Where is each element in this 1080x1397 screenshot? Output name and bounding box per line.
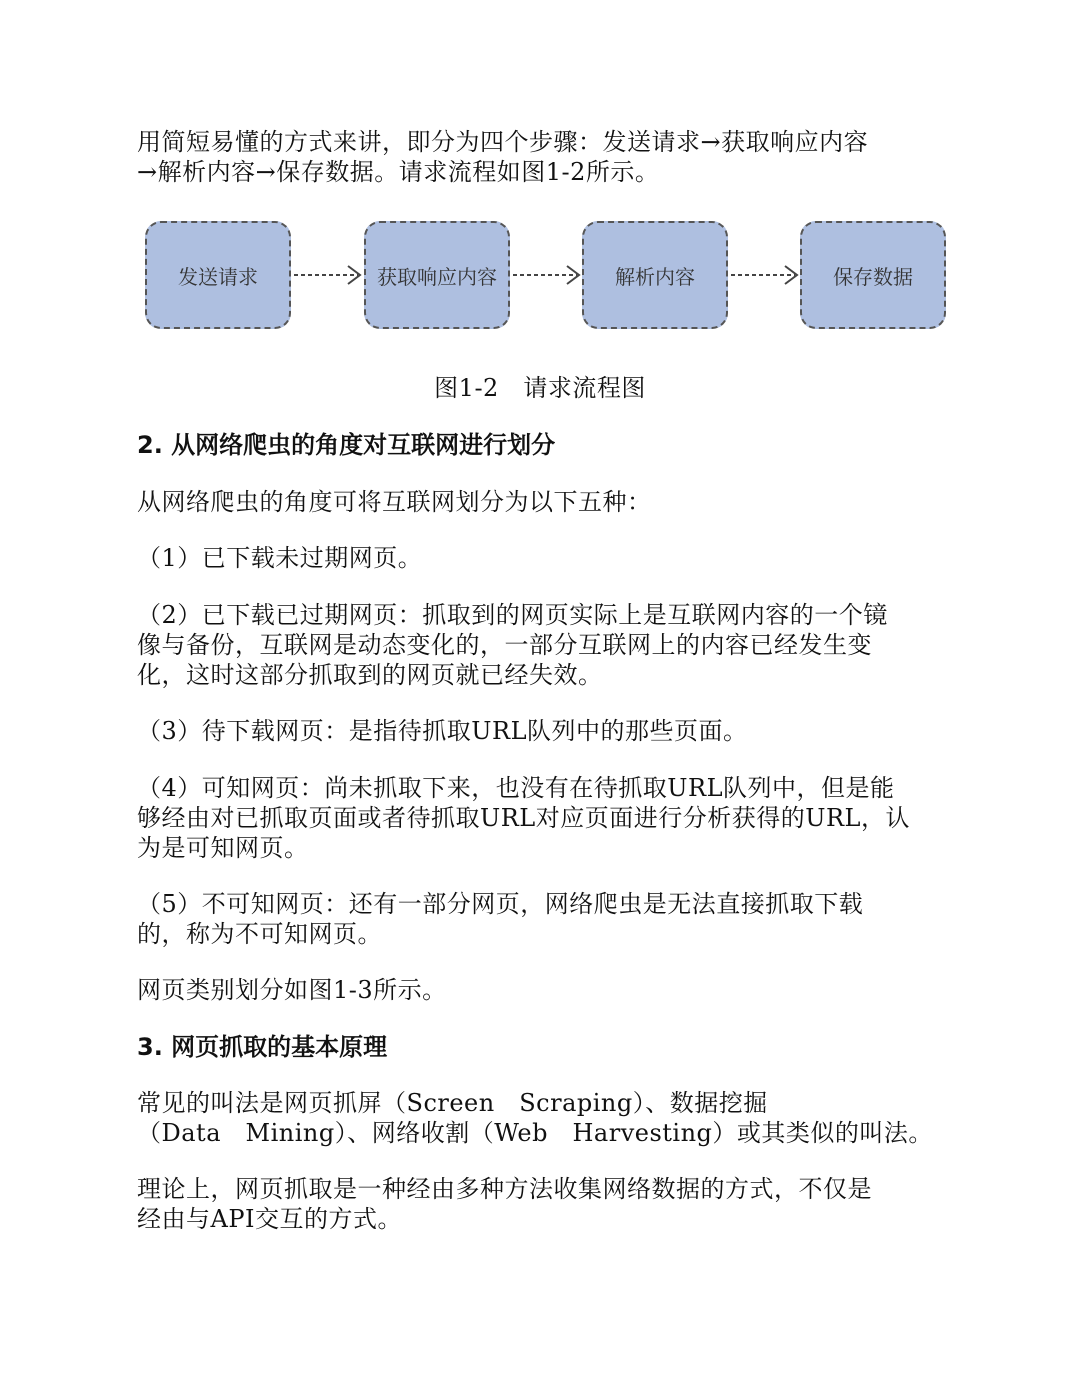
section-2-outro [137,975,937,1005]
section-2-intro [137,487,937,517]
list-item-4-line-1: （4）可知网页：尚未抓取下来，也没有在待抓取URL队列中，但是能 [137,774,895,802]
section-3-paragraph-2 [137,1174,937,1234]
list-item-5-line-2: 的，称为不可知网页。 [137,920,382,948]
list-item-1 [137,543,937,573]
list-item-2-line-1: （2）已下载已过期网页：抓取到的网页实际上是互联网内容的一个镜 [137,601,888,629]
flow-arrow-icon [729,263,801,287]
section-2-outro-line: 网页类别划分如图1-3所示。 [137,976,447,1004]
flow-step-get-response: 获取响应内容 [364,221,510,329]
list-item-4 [137,773,937,863]
section-3-paragraph-1 [137,1088,937,1148]
section-3-paragraph-1-line-1: 常见的叫法是网页抓屏（Screen Scraping）、数据挖掘 [137,1089,768,1117]
intro-line-1: 用简短易懂的方式来讲，即分为四个步骤：发送请求→获取响应内容 [137,128,869,156]
list-item-2 [137,600,937,690]
flow-step-send-request: 发送请求 [145,221,291,329]
intro-line-2: →解析内容→保存数据。请求流程如图1-2所示。 [137,158,660,186]
list-item-3-line: （3）待下载网页：是指待抓取URL队列中的那些页面。 [137,717,748,745]
section-3-heading: 3. 网页抓取的基本原理 [137,1033,388,1061]
list-item-5-line-1: （5）不可知网页：还有一部分网页，网络爬虫是无法直接抓取下载 [137,890,864,918]
intro-paragraph [137,127,937,187]
request-flow-diagram [140,215,952,340]
section-2-intro-line: 从网络爬虫的角度可将互联网划分为以下五种： [137,488,652,516]
flow-step-save-data: 保存数据 [800,221,946,329]
flow-step-parse-content: 解析内容 [582,221,728,329]
list-item-3 [137,716,937,746]
section-3-paragraph-1-line-2: （Data Mining）、网络收割（Web Harvesting）或其类似的叫法。 [137,1119,933,1147]
figure-caption: 图1-2 请求流程图 [434,374,646,402]
list-item-5 [137,889,937,949]
list-item-4-line-2: 够经由对已抓取页面或者待抓取URL对应页面进行分析获得的URL，认 [137,804,910,832]
section-3-paragraph-2-line-1: 理论上，网页抓取是一种经由多种方法收集网络数据的方式，不仅是 [137,1175,872,1203]
list-item-1-line: （1）已下载未过期网页。 [137,544,423,572]
list-item-4-line-3: 为是可知网页。 [137,834,309,862]
section-2-heading: 2. 从网络爬虫的角度对互联网进行划分 [137,431,556,459]
section-3-paragraph-2-line-2: 经由与API交互的方式。 [137,1205,402,1233]
list-item-2-line-3: 化，这时这部分抓取到的网页就已经失效。 [137,661,603,689]
flow-arrow-icon [292,263,364,287]
list-item-2-line-2: 像与备份，互联网是动态变化的，一部分互联网上的内容已经发生变 [137,631,872,659]
flow-arrow-icon [511,263,583,287]
